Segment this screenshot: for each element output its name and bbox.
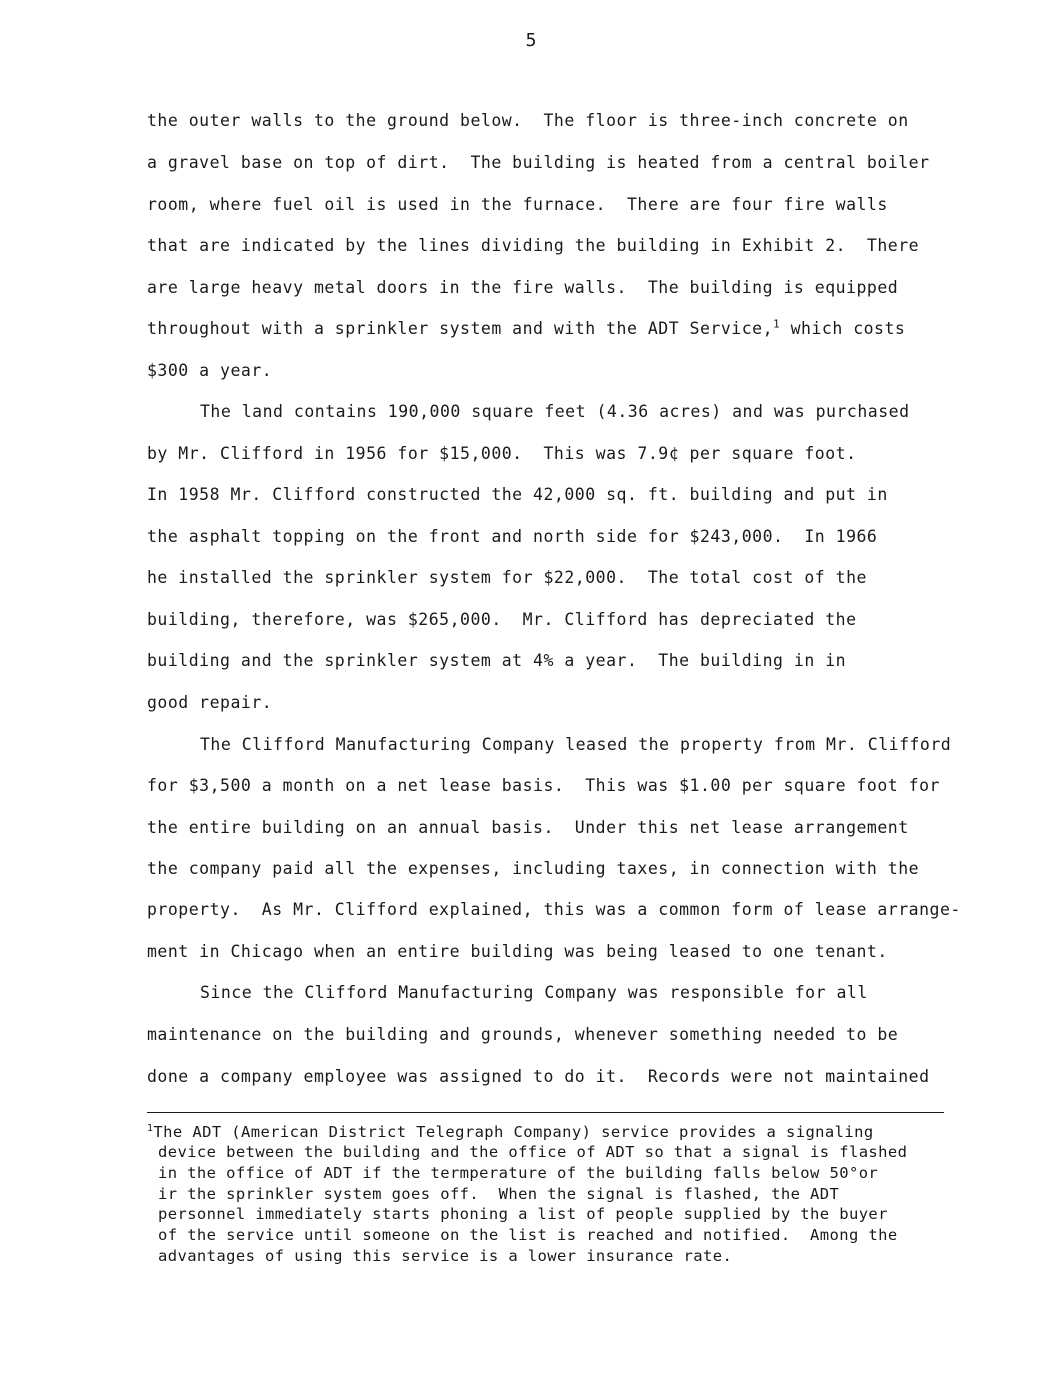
- footnote-marker: 1: [147, 1122, 154, 1134]
- body-line: by Mr. Clifford in 1956 for $15,000. This was 7.9¢ per square foot.: [147, 444, 857, 463]
- body-line: are large heavy metal doors in the fire walls. The building is equipped: [147, 278, 899, 297]
- body-line: In 1958 Mr. Clifford constructed the 42,000 sq. ft. building and put in: [147, 485, 888, 504]
- footnote-line: personnel immediately starts phoning a list of people supplied by the buyer: [158, 1205, 888, 1223]
- body-line: ment in Chicago when an entire building was being leased to one tenant.: [147, 942, 888, 961]
- body-line: for $3,500 a month on a net lease basis. This was $1.00 per square foot for: [147, 776, 940, 795]
- paragraph-first-line: The land contains 190,000 square feet (4.36 acres) and was purchased: [200, 402, 910, 421]
- footnote-line: advantages of using this service is a lower insurance rate.: [158, 1247, 733, 1265]
- body-line: property. As Mr. Clifford explained, this was a common form of lease arrange-: [147, 900, 961, 919]
- body-line: the company paid all the expenses, including taxes, in connection with the: [147, 859, 920, 878]
- body-line-with-footnote-ref: [147, 319, 905, 338]
- footnote-text: The ADT (American District Telegraph Company) service provides a signaling: [153, 1123, 874, 1141]
- paragraph-first-line: The Clifford Manufacturing Company leased the property from Mr. Clifford: [200, 735, 952, 754]
- body-line: the outer walls to the ground below. The floor is three-inch concrete on: [147, 111, 909, 130]
- body-line: room, where fuel oil is used in the furnace. There are four fire walls: [147, 195, 888, 214]
- footnote-line: device between the building and the office of ADT so that a signal is flashed: [158, 1143, 908, 1161]
- body-line: building and the sprinkler system at 4% a year. The building in in: [147, 651, 847, 670]
- body-line-text: throughout with a sprinkler system and with the ADT Service,: [147, 319, 774, 338]
- footnote-line: of the service until someone on the list is reached and notified. Among the: [158, 1226, 898, 1244]
- footnote-line: in the office of ADT if the termperature of the building falls below 50°or: [158, 1164, 879, 1182]
- body-line: maintenance on the building and grounds, whenever something needed to be: [147, 1025, 899, 1044]
- footnote-line: [147, 1123, 874, 1141]
- page-number: 5: [525, 30, 537, 51]
- body-line: the asphalt topping on the front and north side for $243,000. In 1966: [147, 527, 878, 546]
- paragraph-first-line: Since the Clifford Manufacturing Company was responsible for all: [200, 983, 868, 1002]
- body-line: the entire building on an annual basis. Under this net lease arrangement: [147, 818, 909, 837]
- footnote-reference: 1: [773, 317, 781, 331]
- body-line: done a company employee was assigned to do it. Records were not maintained: [147, 1067, 930, 1086]
- body-line: building, therefore, was $265,000. Mr. Clifford has depreciated the: [147, 610, 857, 629]
- footnote-line: ir the sprinkler system goes off. When the signal is flashed, the ADT: [158, 1185, 840, 1203]
- footnote-divider: [147, 1112, 944, 1113]
- body-line: good repair.: [147, 693, 273, 712]
- body-line-text: which costs: [780, 319, 906, 338]
- body-line: that are indicated by the lines dividing the building in Exhibit 2. There: [147, 236, 920, 255]
- body-line: $300 a year.: [147, 361, 273, 380]
- body-line: a gravel base on top of dirt. The building is heated from a central boiler: [147, 153, 930, 172]
- body-line: he installed the sprinkler system for $22,000. The total cost of the: [147, 568, 867, 587]
